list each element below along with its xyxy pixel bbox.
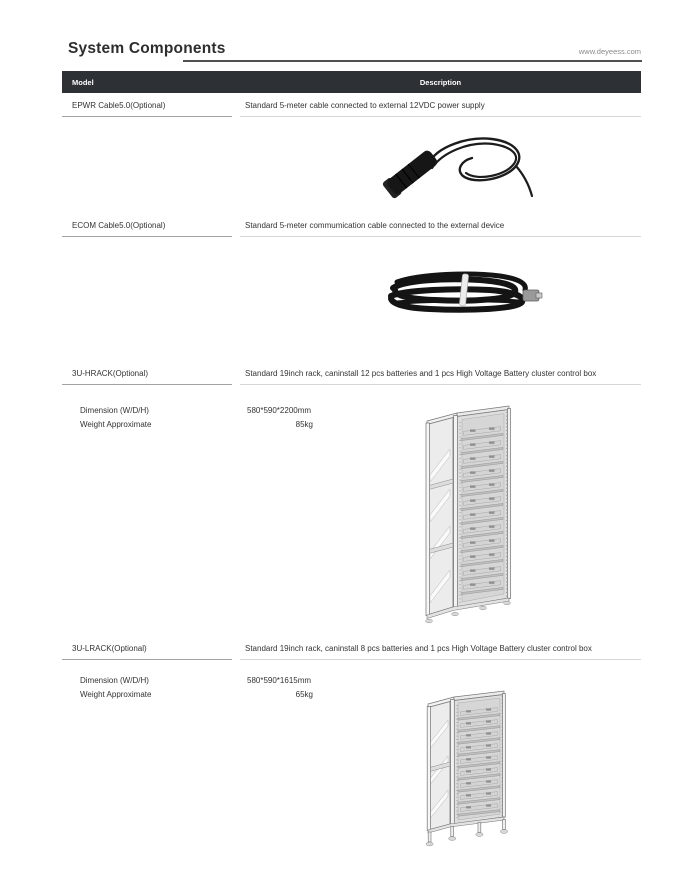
table-row	[62, 218, 641, 237]
row-description: Standard 19inch rack, caninstall 12 pcs batteries and 1 pcs High Voltage Battery cluster control box	[240, 366, 641, 385]
spec-values	[247, 404, 313, 432]
model-name: 3U-LRACK(Optional)	[62, 641, 232, 660]
website-url: www.deyeess.com	[578, 47, 641, 56]
spec-labels	[80, 404, 247, 432]
table-row	[62, 98, 641, 117]
tall-rack-image	[417, 400, 517, 626]
dimension-value: 580*590*2200mm	[247, 406, 312, 415]
comm-cable-image	[375, 266, 550, 321]
column-header-model: Model	[72, 77, 94, 87]
model-name: ECOM Cable5.0(Optional)	[62, 218, 232, 237]
row-description: Standard 19inch rack, caninstall 8 pcs batteries and 1 pcs High Voltage Battery cluster control box	[240, 641, 641, 660]
table-row	[62, 641, 641, 660]
table-header-bar	[62, 71, 641, 93]
dimension-label: Dimension (W/D/H)	[80, 676, 149, 685]
model-name: EPWR Cable5.0(Optional)	[62, 98, 232, 117]
page-title: System Components	[68, 40, 226, 57]
weight-label: Weight Approximate	[80, 690, 152, 699]
table-row	[62, 366, 641, 385]
column-header-description: Description	[419, 77, 462, 87]
row-description: Standard 5-meter commumication cable connected to the external device	[240, 218, 641, 237]
short-rack-illustration	[420, 686, 512, 852]
power-cable-image	[373, 127, 543, 217]
rj45-connector	[523, 290, 542, 301]
weight-label: Weight Approximate	[80, 420, 152, 429]
row-description: Standard 5-meter cable connected to external 12VDC power supply	[240, 98, 641, 117]
power-cable-illustration	[373, 127, 543, 217]
weight-value: 85kg	[295, 420, 313, 429]
spec-block	[80, 404, 313, 432]
title-underline	[183, 60, 642, 62]
dimension-value: 580*590*1615mm	[247, 676, 312, 685]
short-rack-image	[420, 686, 512, 852]
spec-block	[80, 674, 313, 702]
spec-values	[247, 674, 313, 702]
tall-rack-illustration	[417, 400, 517, 626]
spec-labels	[80, 674, 247, 702]
weight-value: 65kg	[295, 690, 313, 699]
comm-cable-illustration	[375, 266, 550, 321]
model-name: 3U-HRACK(Optional)	[62, 366, 232, 385]
dimension-label: Dimension (W/D/H)	[80, 406, 149, 415]
